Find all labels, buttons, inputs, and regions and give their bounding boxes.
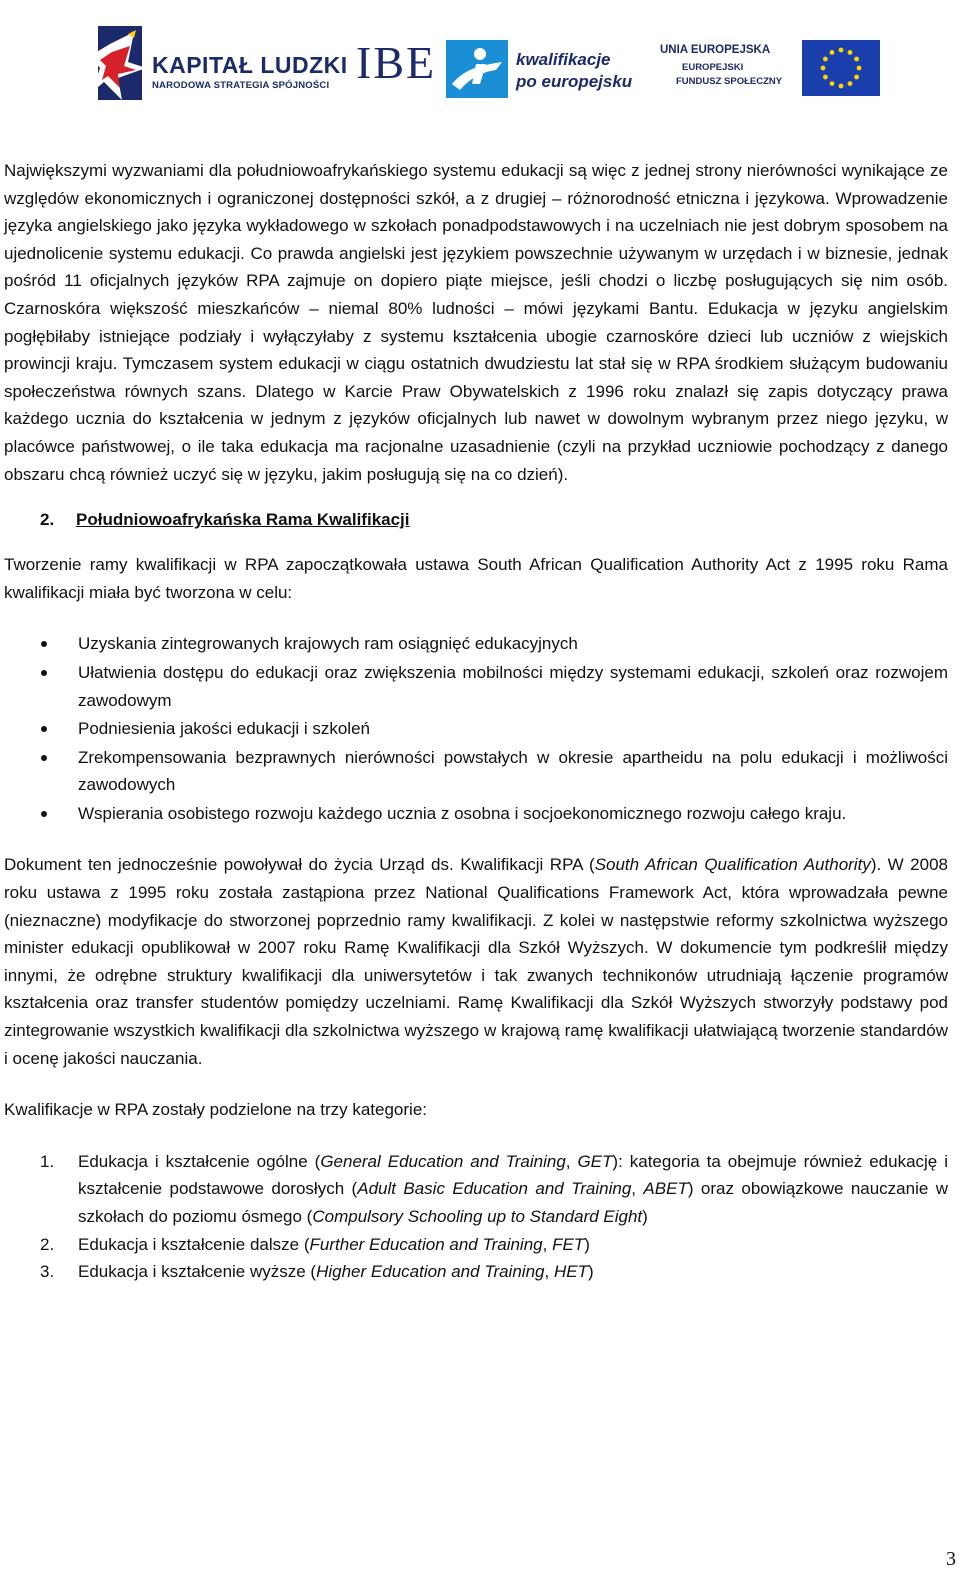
bullet-icon — [41, 670, 47, 676]
document-body — [4, 157, 948, 1286]
kapital-ludzki-subtitle: NARODOWA STRATEGIA SPÓJNOŚCI — [152, 80, 330, 91]
ibe-logo — [356, 38, 436, 88]
kwalifikacje-line1: kwalifikacje — [516, 50, 611, 69]
bullet-icon — [41, 641, 47, 647]
kapital-ludzki-flag-icon — [90, 22, 148, 104]
list-item: Uzyskania zintegrowanych krajowych ram osiągnięć edukacyjnych — [4, 630, 948, 658]
list-item: 2. Edukacja i kształcenie dalsze (Further Education and Training, FET) — [4, 1231, 948, 1259]
eu-line3: FUNDUSZ SPOŁECZNY — [676, 76, 783, 87]
kapital-ludzki-logo — [90, 22, 350, 108]
paragraph-education-challenges: Największymi wyzwaniami dla południowoafrykańskiego systemu edukacji są więc z jednej strony nierówności wynikające ze względów ekonomicznych i ograniczonej dostępności szkół, a z drugiej – różnorodność etniczna i językowa. Wprowadzenie języka angielskiego jako języka wykładowego w szkołach ponadpodstawowych i na uczelniach nie jest dobrym sposobem na ujednolicenie systemu edukacji. Co prawda angielski jest językiem powszechnie używanym w urzędach i w biznesie, jednak pośród 11 oficjalnych języków RPA zajmuje on dopiero piąte miejsce, jeśli chodzi o liczbę posługujących się nim osób. Czarnoskóra większość mieszkańców – niemal 80% ludności – mówi językami Bantu. Edukacja w języku angielskim pogłębiłaby istniejące podziały i wyłączyłaby z systemu kształcenia ubogie czarnoskóre dzieci lub uczniów z wiejskich prowincji kraju. Tymczasem system edukacji w ciągu ostatnich dwudziestu lat stał się w RPA środkiem służącym budowaniu społeczeństwa równych szans. Dlatego w Karcie Praw Obywatelskich z 1996 roku znalazł się zapis dotyczący prawa każdego ucznia do kształcenia w jednym z języków oficjalnych lub nawet w dowolnym wybranym przez niego języku, w placówce państwowej, o ile taka edukacja ma racjonalne uzasadnienie (czyli na przykład uczniowie pochodzący z danego obszaru chcą również uczyć się w języku, jakim posługują się na co dzień). — [4, 161, 948, 484]
paragraph-categories-intro: Kwalifikacje w RPA zostały podzielone na trzy kategorie: — [4, 1100, 427, 1120]
list-number: 3. — [40, 1262, 55, 1282]
list-item: Wspierania osobistego rozwoju każdego ucznia z osobna i socjoekonomicznego rozwoju całego kraju. — [4, 800, 948, 828]
eu-line1: UNIA EUROPEJSKA — [660, 44, 771, 56]
bullet-icon — [41, 811, 47, 817]
list-number: 2. — [40, 1234, 55, 1254]
section-heading — [4, 506, 948, 533]
kwalifikacje-person-icon — [446, 40, 508, 98]
paragraph-saqa: Dokument ten jednocześnie powoływał do życia Urząd ds. Kwalifikacji RPA (South African Qualification Authority). W 2008 roku ustawa z 1995 roku została zastąpiona przez National Qualifications Framework Act, która wprowadzała pewne (nieznaczne) modyfikacje do stworzonej poprzednio ramy kwalifikacji. Z kolei w następstwie reformy szkolnictwa wyższego minister edukacji opublikował w 2007 roku Ramę Kwalifikacji dla Szkół Wyższych. W dokumencie tym podkreślił między innymi, że odrębne struktury kwalifikacji dla uniwersytetów i tak zwanych technikonów utrudniają łączenie programów kształcenia oraz transfer studentów pomiędzy uczelniami. Ramę Kwalifikacji dla Szkół Wyższych stworzyły podstawy pod zintegrowanie wszystkich kwalifikacji dla szkolnictwa wyższego w krajową ramę kwalifikacji ułatwiającą tworzenie standardów i ocenę jakości nauczania. — [4, 855, 948, 1068]
kwalifikacje-line2: po europejsku — [516, 72, 633, 91]
eu-logo — [660, 40, 870, 102]
ibe-logo-text: IBE — [356, 37, 437, 88]
list-item: Podniesienia jakości edukacji i szkoleń — [4, 715, 948, 743]
list-number: 1. — [40, 1151, 55, 1171]
section-title: Południowoafrykańska Rama Kwalifikacji — [76, 510, 410, 530]
section-number: 2. — [40, 510, 55, 530]
paragraph-framework-intro: Tworzenie ramy kwalifikacji w RPA zapoczątkowała ustawa South African Qualification Authority Act z 1995 roku Rama kwalifikacji miała być tworzona w celu: — [4, 555, 948, 602]
list-item: 1. Edukacja i kształcenie ogólne (General Education and Training, GET): kategoria ta obejmuje również edukację i kształcenie podstawowe dorosłych (Adult Basic Education and Training, ABET) oraz obowiązkowe nauczanie w szkołach do poziomu ósmego (Compulsory Schooling up to Standard Eight) — [4, 1148, 948, 1231]
kwalifikacje-po-europejsku-logo — [446, 40, 656, 100]
kapital-ludzki-title: KAPITAŁ LUDZKI — [152, 52, 348, 78]
framework-goals-list — [4, 630, 948, 827]
list-item: 3. Edukacja i kształcenie wyższe (Higher Education and Training, HET) — [4, 1258, 948, 1286]
bullet-icon — [41, 726, 47, 732]
list-item: Zrekompensowania bezprawnych nierówności powstałych w okresie apartheidu na polu edukacji i możliwości zawodowych — [4, 744, 948, 799]
header-logos — [90, 14, 880, 110]
list-item: Ułatwienia dostępu do edukacji oraz zwiększenia mobilności między systemami edukacji, szkoleń oraz rozwojem zawodowym — [4, 659, 948, 714]
eu-flag-icon — [802, 40, 880, 96]
page-number: 3 — [946, 1548, 956, 1570]
bullet-icon — [41, 755, 47, 761]
eu-line2: EUROPEJSKI — [682, 62, 744, 73]
categories-list — [4, 1148, 948, 1286]
